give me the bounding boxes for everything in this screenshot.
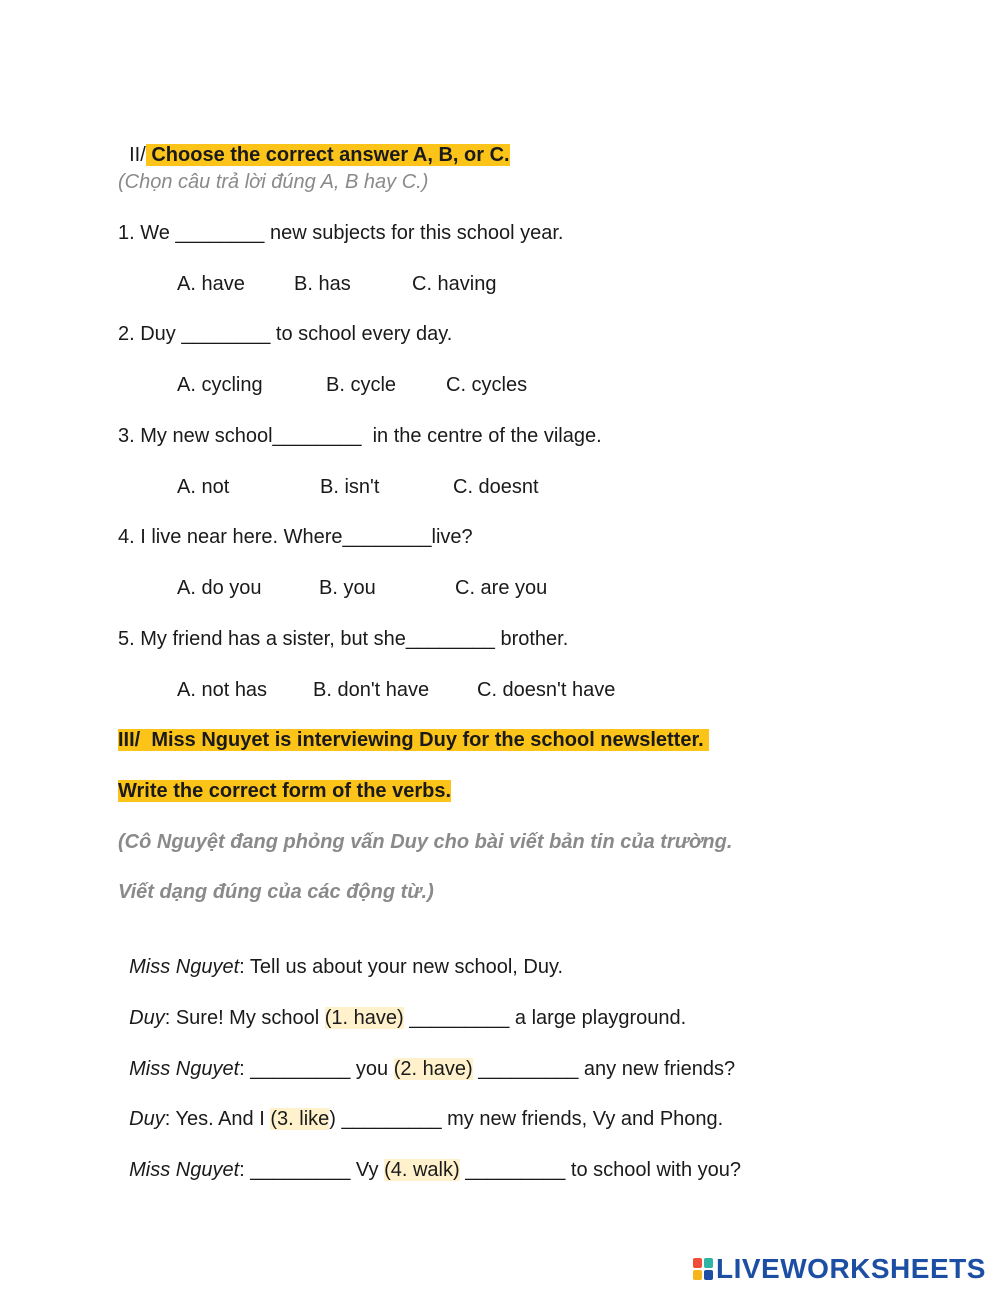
dialogue-text: : Yes. And I <box>164 1108 271 1130</box>
dialogue-text: : Sure! My school <box>164 1007 325 1029</box>
option-3b: B. isn't <box>320 476 380 498</box>
question-1: 1. We ________ new subjects for this school year. <box>118 222 564 244</box>
section-3-heading-line-2 <box>118 779 451 803</box>
liveworksheets-logo <box>692 1254 986 1284</box>
verb-hint: (1. have) <box>324 1007 404 1029</box>
dialogue-line-5 <box>118 1134 741 1182</box>
option-1a: A. have <box>177 273 245 295</box>
dialogue-text: : _________ you <box>239 1058 394 1080</box>
section-2-subtitle: (Chọn câu trả lời đúng A, B hay C.) <box>118 171 429 193</box>
dialogue-line-2 <box>118 982 686 1030</box>
speaker: Duy <box>129 1007 165 1029</box>
option-4c: C. are you <box>455 577 548 599</box>
section-2-heading <box>118 119 510 167</box>
section-3-instruction: Write the correct form of the verbs. <box>118 780 452 802</box>
option-4a: A. do you <box>177 577 262 599</box>
option-1b: B. has <box>294 273 351 295</box>
speaker: Duy <box>129 1108 165 1130</box>
section-title: Choose the correct answer A, B, or C. <box>145 144 510 166</box>
option-4b: B. you <box>319 577 376 599</box>
section-3-heading-line-1 <box>118 728 709 752</box>
speaker: Miss Nguyet <box>129 1159 240 1181</box>
question-5: 5. My friend has a sister, but she________ brother. <box>118 628 569 650</box>
option-1c: C. having <box>412 273 497 295</box>
dialogue-text: _________ any new friends? <box>472 1058 736 1080</box>
dialogue-text: _________ to school with you? <box>459 1159 741 1181</box>
option-2b: B. cycle <box>326 374 397 396</box>
option-2c: C. cycles <box>446 374 528 396</box>
logo-text: LIVEWORKSHEETS <box>716 1253 986 1284</box>
dialogue-text: ) _________ my new friends, Vy and Phong. <box>329 1108 724 1130</box>
dialogue-line-4 <box>118 1083 723 1131</box>
dialogue-line-1 <box>118 931 563 979</box>
option-5a: A. not has <box>177 679 268 701</box>
speaker: Miss Nguyet <box>129 956 240 978</box>
section-3-title: III/ Miss Nguyet is interviewing Duy for the school newsletter. <box>118 729 710 751</box>
section-3-subtitle-line-2: Viết dạng đúng của các động từ.) <box>118 881 434 903</box>
option-3a: A. not <box>177 476 230 498</box>
dialogue-text: : Tell us about your new school, Duy. <box>239 956 564 978</box>
dialogue-line-3 <box>118 1033 735 1081</box>
dialogue-text: : _________ Vy <box>239 1159 385 1181</box>
question-2: 2. Duy ________ to school every day. <box>118 323 453 345</box>
section-number: II/ <box>129 144 146 166</box>
logo-icon <box>692 1257 714 1281</box>
speaker: Miss Nguyet <box>129 1058 240 1080</box>
verb-hint: (3. like <box>270 1108 330 1130</box>
verb-hint: (4. walk) <box>384 1159 460 1181</box>
dialogue-text: _________ a large playground. <box>403 1007 687 1029</box>
verb-hint: (2. have) <box>393 1058 473 1080</box>
section-3-subtitle-line-1: (Cô Nguyệt đang phỏng vấn Duy cho bài viết bản tin của trường. <box>118 831 733 853</box>
option-5c: C. doesn't have <box>477 679 616 701</box>
question-4: 4. I live near here. Where________live? <box>118 526 473 548</box>
option-5b: B. don't have <box>313 679 430 701</box>
question-3: 3. My new school________ in the centre of the vilage. <box>118 425 602 447</box>
option-2a: A. cycling <box>177 374 263 396</box>
option-3c: C. doesnt <box>453 476 539 498</box>
